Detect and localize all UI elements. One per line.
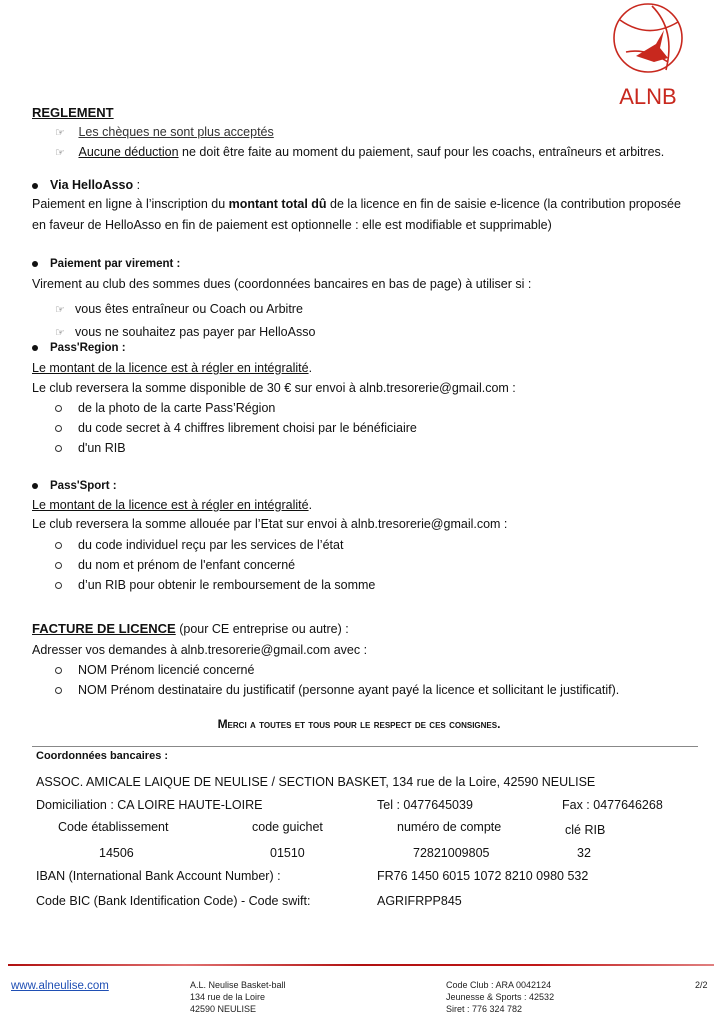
circle-bullet-icon (55, 687, 62, 694)
pointing-hand-icon: ☞ (55, 327, 65, 339)
reglement-heading: REGLEMENT (32, 105, 114, 120)
pass-sport-intro: Le club reversera la somme allouée par l’Etat sur envoi à alnb.tresorerie@gmail.com : (32, 517, 508, 531)
bank-fax: Fax : 0477646268 (562, 798, 663, 812)
divider (32, 746, 698, 747)
bank-holder: ASSOC. AMICALE LAIQUE DE NEULISE / SECTION BASKET, 134 rue de la Loire, 42590 NEULISE (36, 775, 596, 789)
virement-intro: Virement au club des sommes dues (coordonnées bancaires en bas de page) à utiliser si : (32, 277, 532, 291)
rib-header: Code établissement (58, 820, 169, 834)
pass-sport-item: du nom et prénom de l'enfant concerné (55, 558, 295, 572)
rib-value: 32 (577, 846, 591, 860)
bullet-icon (32, 345, 38, 351)
rib-header: clé RIB (565, 823, 606, 837)
circle-bullet-icon (55, 667, 62, 674)
bullet-icon (32, 483, 38, 489)
reglement-item: ☞ Les chèques ne sont plus acceptés (55, 125, 274, 139)
pass-region-item: du code secret à 4 chiffres librement choisi par le bénéficiaire (55, 421, 417, 435)
circle-bullet-icon (55, 425, 62, 432)
svg-text:ALNB: ALNB (619, 84, 677, 109)
bic-label: Code BIC (Bank Identification Code) - Code swift: (36, 894, 311, 908)
bic-value: AGRIFRPP845 (377, 894, 462, 908)
pass-region-item: d'un RIB (55, 441, 126, 455)
bullet-icon (32, 183, 38, 189)
pass-region-item: de la photo de la carte Pass’Région (55, 401, 275, 415)
iban-value: FR76 1450 6015 1072 8210 0980 532 (377, 869, 589, 883)
iban-label: IBAN (International Bank Account Number) : (36, 869, 281, 883)
facture-intro: Adresser vos demandes à alnb.tresorerie@gmail.com avec : (32, 643, 368, 657)
merci-notice: Merci a toutes et tous pour le respect de ces consignes. (217, 717, 501, 731)
reglement-item: ☞ Aucune déduction ne doit être faite au moment du paiement, sauf pour les coachs, entraîneurs et arbitres. (55, 145, 665, 159)
pass-sport-heading: Pass'Sport : (32, 480, 117, 492)
helloasso-text: Paiement en ligne à l’inscription du montant total dû de la licence en fin de saisie e-licence (la contribution proposée (32, 197, 681, 211)
helloasso-text-2: en faveur de HelloAsso en fin de paiement est optionnelle : elle est modifiable et supprimable) (32, 218, 552, 232)
bank-tel: Tel : 0477645039 (377, 798, 473, 812)
rib-header: numéro de compte (397, 820, 502, 834)
helloasso-heading: Via HelloAsso : (32, 178, 140, 192)
page-number: 2/2 (695, 980, 708, 990)
circle-bullet-icon (55, 562, 62, 569)
circle-bullet-icon (55, 405, 62, 412)
website-link[interactable]: www.alneulise.com (11, 980, 109, 992)
virement-item: ☞ vous ne souhaitez pas payer par HelloAsso (55, 325, 316, 339)
pass-sport-item: d’un RIB pour obtenir le remboursement de la somme (55, 578, 375, 592)
bullet-icon (32, 261, 38, 267)
bank-heading: Coordonnées bancaires : (36, 750, 169, 762)
club-logo (606, 0, 690, 116)
pointing-hand-icon: ☞ (55, 304, 65, 316)
rib-value: 01510 (270, 846, 305, 860)
footer-address: A.L. Neulise Basket-ball 134 rue de la Loire 42590 NEULISE (190, 980, 286, 1014)
rib-header: code guichet (252, 820, 323, 834)
facture-heading: FACTURE DE LICENCE (pour CE entreprise ou autre) : (32, 621, 349, 636)
pointing-hand-icon: ☞ (55, 147, 65, 159)
circle-bullet-icon (55, 582, 62, 589)
basketball-logo-icon (606, 0, 690, 116)
footer-codes: Code Club : ARA 0042124 Jeunesse & Sports : 42532 Siret : 776 324 782 (446, 980, 555, 1014)
footer-divider (8, 964, 714, 966)
pass-region-intro: Le club reversera la somme disponible de 30 € sur envoi à alnb.tresorerie@gmail.com : (32, 381, 516, 395)
pass-region-notice: Le montant de la licence est à régler en intégralité. (32, 361, 313, 375)
circle-bullet-icon (55, 445, 62, 452)
pass-sport-item: du code individuel reçu par les services de l’état (55, 538, 343, 552)
pass-region-heading: Pass'Region : (32, 342, 126, 354)
virement-heading: Paiement par virement : (32, 258, 180, 270)
bank-domiciliation: Domiciliation : CA LOIRE HAUTE-LOIRE (36, 798, 263, 812)
pass-sport-notice: Le montant de la licence est à régler en intégralité. (32, 498, 313, 512)
facture-item: NOM Prénom licencié concerné (55, 663, 254, 677)
pointing-hand-icon: ☞ (55, 127, 65, 139)
circle-bullet-icon (55, 542, 62, 549)
facture-item: NOM Prénom destinataire du justificatif (personne ayant payé la licence et sollicitant le justificatif). (55, 683, 619, 697)
rib-value: 14506 (99, 846, 134, 860)
rib-value: 72821009805 (413, 846, 490, 860)
virement-item: ☞ vous êtes entraîneur ou Coach ou Arbitre (55, 302, 303, 316)
